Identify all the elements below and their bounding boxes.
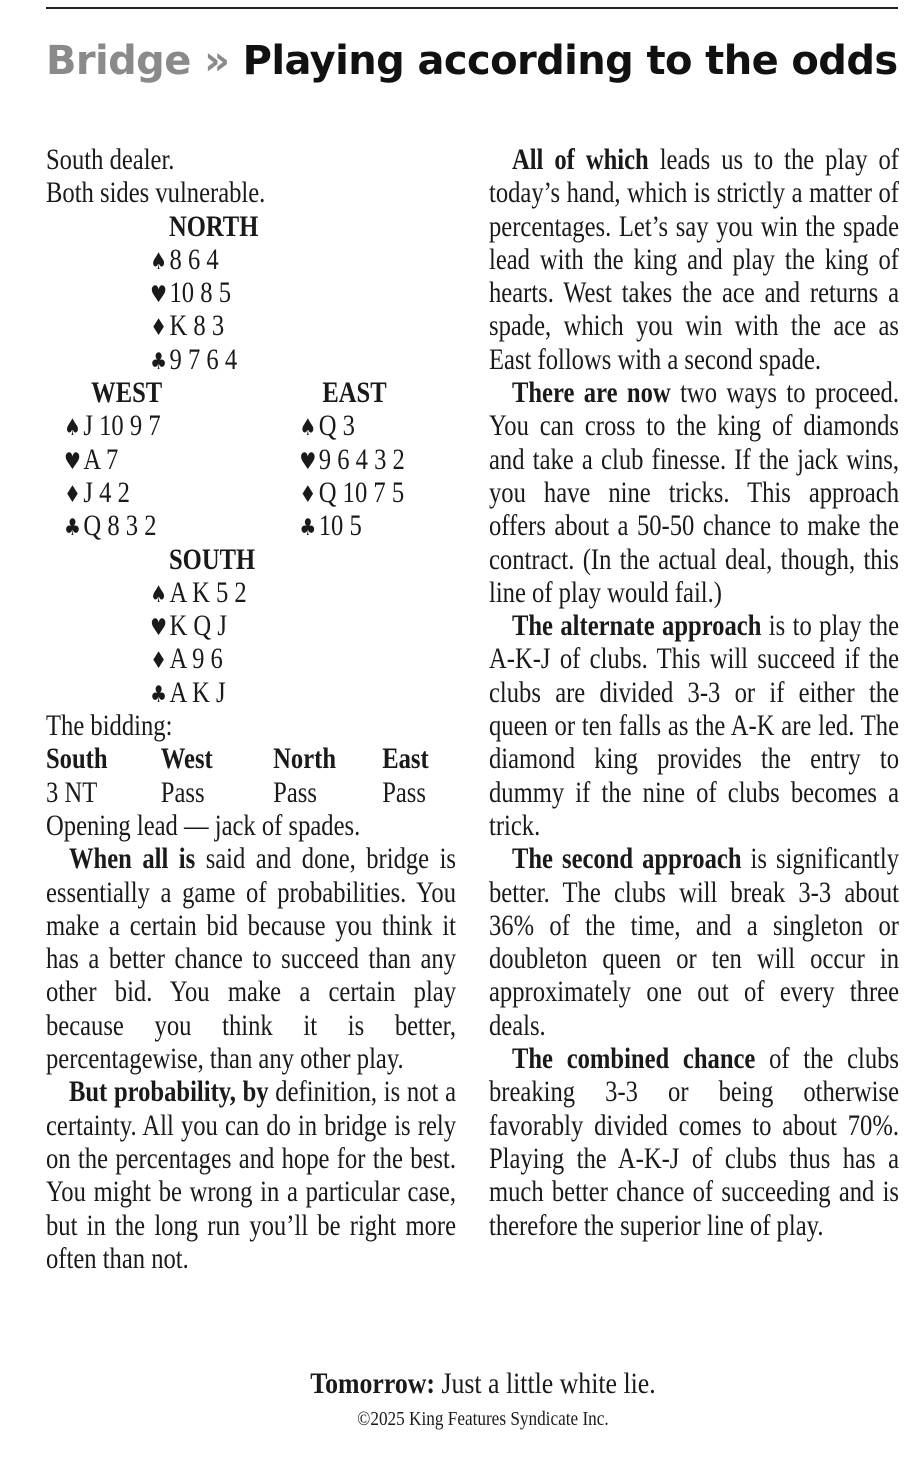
west-east-label-row [46,376,456,409]
paragraph [46,1075,456,1275]
spade-icon: ♠ [150,581,168,608]
bidding-label: The bidding: [46,709,173,743]
heart-icon: ♥ [150,615,168,642]
paragraph-lead: But probability, by [68,1075,269,1109]
vulnerability-line: Both sides vulnerable. [46,176,266,210]
paragraph-lead: The alternate approach [511,609,762,643]
paragraph-body: definition, is not a certainty. All you can do in bridge is rely on the percentages and hope for the best. You might be wrong in a particular case, but in the long run you’ll be right more often than not. [46,1075,456,1275]
south-label-row [46,543,456,576]
headline-separator: » [204,38,230,84]
south-hearts-cards: K Q J [169,609,227,643]
club-icon: ♣ [64,515,81,542]
west-spades-cards: J 10 9 7 [83,409,161,443]
bidding-row [46,776,456,809]
south-spades-cards: A K 5 2 [169,575,247,609]
bid-header-west: West [160,742,213,776]
tomorrow-text: Just a little white lie. [434,1367,656,1400]
article-left-text [46,842,456,1275]
west-east-spades [46,409,456,442]
heart-icon: ♥ [150,282,168,309]
north-diamonds [46,309,456,342]
paragraph [489,1042,899,1242]
paragraph [489,842,899,1042]
heart-icon: ♥ [64,448,81,475]
north-label: NORTH [169,209,259,243]
paragraph-body: said and done, bridge is essentially a game of probabilities. You make a certain bid because you think it has a better chance to succeed than any other bid. You make a certain play because you think it is better, percentagewise, than any other play. [46,842,456,1076]
south-diamonds [46,642,456,675]
south-spades [46,576,456,609]
paragraph [489,609,899,842]
diamond-icon: ♦ [64,481,81,508]
north-label-row [46,210,456,243]
heart-icon: ♥ [299,448,317,475]
dealer-line: South dealer. [46,143,175,176]
north-spades [46,243,456,276]
headline-title: Playing according to the odds [242,38,898,84]
left-column [46,143,456,1275]
top-rule [46,7,898,9]
paragraph-body: two ways to proceed. You can cross to the king of diamonds and take a club finesse. If the jack wins, you have nine tricks. This approach offers about a 50-50 chance to make the contract. (In the actual deal, though, this line of play would fail.) [489,376,899,609]
east-hearts-cards: 9 6 4 3 2 [318,442,405,476]
paragraph-body: is significantly better. The clubs will break 3-3 about 36% of the time, and a singleton or doubleton queen or ten will occur in approximately one out of every three deals. [489,842,899,1042]
spade-icon: ♠ [150,248,168,275]
south-label: SOUTH [169,542,256,576]
tomorrow-teaser [68,1364,899,1404]
east-clubs-cards: 10 5 [318,509,362,543]
south-clubs-cards: A K J [169,675,226,709]
paragraph-lead: All of which [511,143,649,176]
bid-header-north: North [273,742,336,776]
paragraph [46,842,456,1075]
paragraph [489,143,899,376]
south-hearts [46,609,456,642]
east-spades-cards: Q 3 [318,409,355,443]
diamond-icon: ♦ [299,481,317,508]
diamond-icon: ♦ [150,648,168,675]
west-label: WEST [91,376,163,410]
north-spades-cards: 8 6 4 [169,242,219,276]
paragraph [489,376,899,609]
paragraph-lead: When all is [68,842,196,876]
north-diamonds-cards: K 8 3 [169,309,225,343]
north-hearts-cards: 10 8 5 [169,276,232,310]
bid-header-south: South [46,742,108,776]
north-hearts [46,276,456,309]
west-hearts-cards: A 7 [83,442,119,476]
bid-north: Pass [273,775,317,809]
diamond-icon: ♦ [150,315,168,342]
spade-icon: ♠ [299,415,317,442]
paragraph-lead: There are now [511,376,671,410]
spade-icon: ♠ [64,415,81,442]
east-diamonds-cards: Q 10 7 5 [318,475,405,509]
bid-east: Pass [382,775,426,809]
club-icon: ♣ [299,515,317,542]
paragraph-body: of the clubs breaking 3-3 or being otherwise favorably divided comes to about 70%. Playing the A-K-J of clubs thus has a much better chance of succeeding and is therefore the superior line of play. [489,1042,899,1242]
page-title [46,36,906,86]
west-east-hearts [46,443,456,476]
west-diamonds-cards: J 4 2 [83,475,130,509]
north-clubs [46,343,456,376]
east-label: EAST [322,376,387,410]
club-icon: ♣ [150,681,168,708]
bidding-header-row [46,742,456,775]
tomorrow-label: Tomorrow: [310,1367,435,1400]
copyright-notice: ©2025 King Features Syndicate Inc. [357,1408,609,1430]
bid-south: 3 NT [46,775,98,809]
bid-header-east: East [382,742,429,776]
paragraph-body: is to play the A-K-J of clubs. This will succeed if the clubs are divided 3-3 or if either the queen or ten falls as the A-K are led. The diamond king provides the entry to dummy if the nine of clubs becomes a trick. [489,609,899,842]
paragraph-body: leads us to the play of today’s hand, which is strictly a matter of percentages. Let’s say you win the spade lead with the king and play the king of hearts. West takes the ace and returns a spade, which you win with the ace as East follows with a second spade. [489,143,899,376]
opening-lead: Opening lead — jack of spades. [46,808,361,842]
paragraph-lead: The second approach [511,842,742,876]
south-diamonds-cards: A 9 6 [169,642,223,676]
right-column [489,143,899,1242]
west-east-clubs [46,509,456,542]
west-clubs-cards: Q 8 3 2 [83,509,157,543]
bid-west: Pass [160,775,205,809]
paragraph-lead: The combined chance [511,1042,756,1076]
north-clubs-cards: 9 7 6 4 [169,342,238,376]
west-east-diamonds [46,476,456,509]
club-icon: ♣ [150,348,168,375]
south-clubs [46,676,456,709]
section-kicker: Bridge [46,38,191,84]
